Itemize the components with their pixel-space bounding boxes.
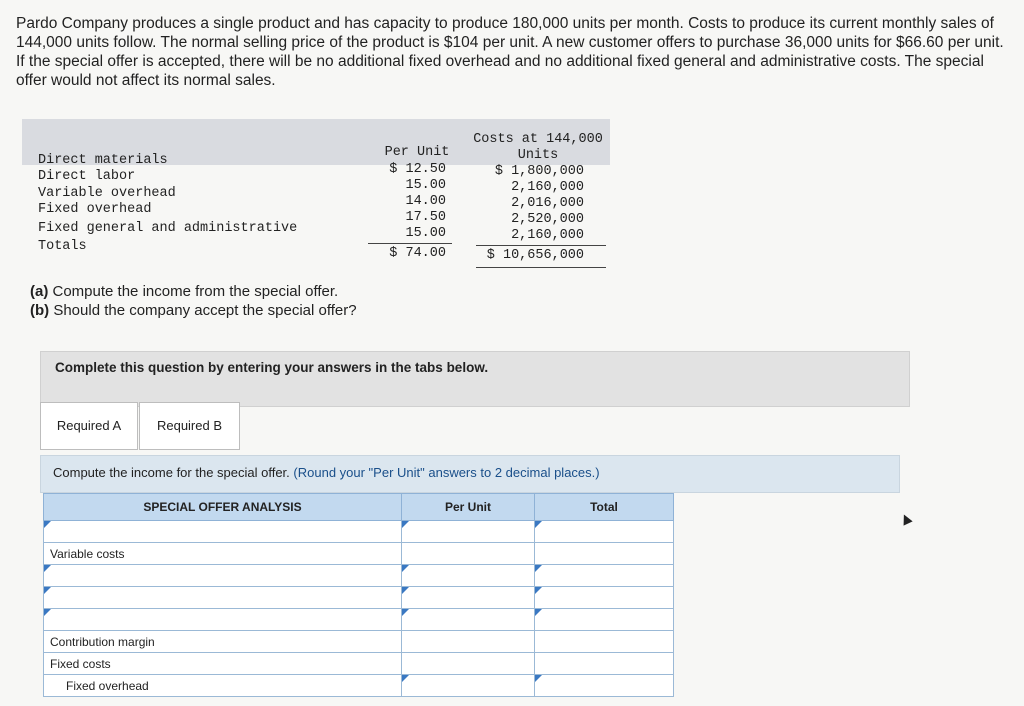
header-special-offer-analysis: SPECIAL OFFER ANALYSIS <box>44 494 402 521</box>
dropdown-marker-icon <box>402 587 409 594</box>
row-contribution-margin-total <box>535 631 674 653</box>
header-per-unit-col: Per Unit <box>402 494 535 521</box>
per-unit-direct-labor: 15.00 <box>405 178 446 193</box>
table-row <box>44 543 674 565</box>
total-direct-labor: 2,160,000 <box>511 180 584 195</box>
header-total-col: Total <box>535 494 674 521</box>
table-row <box>44 565 674 587</box>
dropdown-marker-icon <box>44 565 51 572</box>
per-unit-variable-overhead: 14.00 <box>405 194 446 209</box>
header-costs-line2: Units <box>517 148 559 163</box>
row-1-total-input[interactable] <box>535 521 674 543</box>
per-unit-fixed-ga: 15.00 <box>405 226 446 241</box>
special-offer-analysis-table <box>43 493 674 697</box>
total-direct-materials: $ 1,800,000 <box>494 164 584 179</box>
table-row <box>44 521 674 543</box>
dropdown-marker-icon <box>402 565 409 572</box>
total-rule <box>476 245 606 246</box>
question-a-text: Compute the income from the special offer. <box>48 283 339 300</box>
question-b-text: Should the company accept the special offer? <box>49 302 357 319</box>
prompt-text: Compute the income for the special offer. <box>53 465 294 480</box>
dropdown-marker-icon <box>535 587 542 594</box>
row-fixed-overhead-per-unit-input[interactable] <box>402 675 535 697</box>
per-unit-fixed-overhead: 17.50 <box>405 210 446 225</box>
dropdown-marker-icon <box>402 675 409 682</box>
question-a-tag: (a) <box>30 283 49 300</box>
total-totals: $ 10,656,000 <box>486 248 584 263</box>
row-fixed-costs-label: Fixed costs <box>44 653 402 675</box>
row-3-total-input[interactable] <box>535 565 674 587</box>
row-variable-costs-label: Variable costs <box>44 543 402 565</box>
prompt-hint: (Round your "Per Unit" answers to 2 decimal places.) <box>293 465 600 480</box>
row-1-per-unit-input[interactable] <box>402 521 535 543</box>
row-4-per-unit-input[interactable] <box>402 587 535 609</box>
per-unit-totals: $ 74.00 <box>389 246 446 261</box>
question-b <box>30 301 357 320</box>
total-variable-overhead: 2,016,000 <box>511 196 584 211</box>
dropdown-marker-icon <box>535 675 542 682</box>
table-row <box>44 631 674 653</box>
dropdown-marker-icon <box>402 609 409 616</box>
mouse-cursor-icon <box>899 512 912 525</box>
row-3-label-input[interactable] <box>44 565 402 587</box>
header-per-unit: Per Unit <box>384 145 450 160</box>
dropdown-marker-icon <box>535 609 542 616</box>
question-b-tag: (b) <box>30 302 50 319</box>
row-variable-costs-per-unit <box>402 543 535 565</box>
row-variable-costs-total <box>535 543 674 565</box>
row-label-variable-overhead: Variable overhead <box>38 186 176 201</box>
per-unit-direct-materials: $ 12.50 <box>389 162 446 177</box>
row-fixed-costs-total <box>535 653 674 675</box>
problem-text: Pardo Company produces a single product and has capacity to produce 180,000 units per month. Costs to produce its current monthly sales of 144,000 units follow. The normal selling price of the product is $104 per unit. A new customer offers to purchase 36,000 units for $66.60 per unit. If the special offer is accepted, there will be no additional fixed overhead and no additional fixed general and administrative costs. The special offer would not affect its normal sales. <box>16 15 1004 89</box>
row-contribution-margin-per-unit <box>402 631 535 653</box>
total-fixed-ga: 2,160,000 <box>511 228 584 243</box>
header-costs-line1: Costs at 144,000 <box>473 132 603 147</box>
total-double-rule <box>476 267 606 268</box>
table-header-row <box>44 494 674 521</box>
tab-required-a[interactable]: Required A <box>40 402 138 450</box>
row-contribution-margin-label: Contribution margin <box>44 631 402 653</box>
row-label-direct-labor: Direct labor <box>38 169 136 184</box>
questions <box>30 282 357 320</box>
row-5-label-input[interactable] <box>44 609 402 631</box>
dropdown-marker-icon <box>44 521 51 528</box>
row-4-total-input[interactable] <box>535 587 674 609</box>
dropdown-marker-icon <box>535 521 542 528</box>
dropdown-marker-icon <box>535 565 542 572</box>
prompt-box <box>40 455 900 493</box>
row-4-label-input[interactable] <box>44 587 402 609</box>
per-unit-total-rule <box>368 243 452 244</box>
row-5-total-input[interactable] <box>535 609 674 631</box>
dropdown-marker-icon <box>44 587 51 594</box>
instruction-box <box>40 351 910 407</box>
row-fixed-overhead-label: Fixed overhead <box>44 675 402 697</box>
cost-table <box>22 119 610 269</box>
tab-required-b[interactable]: Required B <box>139 402 240 450</box>
row-label-direct-materials: Direct materials <box>38 153 168 168</box>
dropdown-marker-icon <box>402 521 409 528</box>
row-label-totals: Totals <box>38 239 87 254</box>
row-1-label-input[interactable] <box>44 521 402 543</box>
row-3-per-unit-input[interactable] <box>402 565 535 587</box>
table-row <box>44 653 674 675</box>
table-row <box>44 675 674 697</box>
question-a <box>30 282 357 301</box>
total-fixed-overhead: 2,520,000 <box>511 212 584 227</box>
instruction-text: Complete this question by entering your answers in the tabs below. <box>55 360 489 375</box>
dropdown-marker-icon <box>44 609 51 616</box>
prompt-line <box>53 465 600 480</box>
row-label-fixed-ga: Fixed general and administrative <box>38 221 298 236</box>
row-fixed-costs-per-unit <box>402 653 535 675</box>
row-5-per-unit-input[interactable] <box>402 609 535 631</box>
row-fixed-overhead-total-input[interactable] <box>535 675 674 697</box>
table-row <box>44 587 674 609</box>
row-label-fixed-overhead: Fixed overhead <box>38 202 152 217</box>
table-row <box>44 609 674 631</box>
